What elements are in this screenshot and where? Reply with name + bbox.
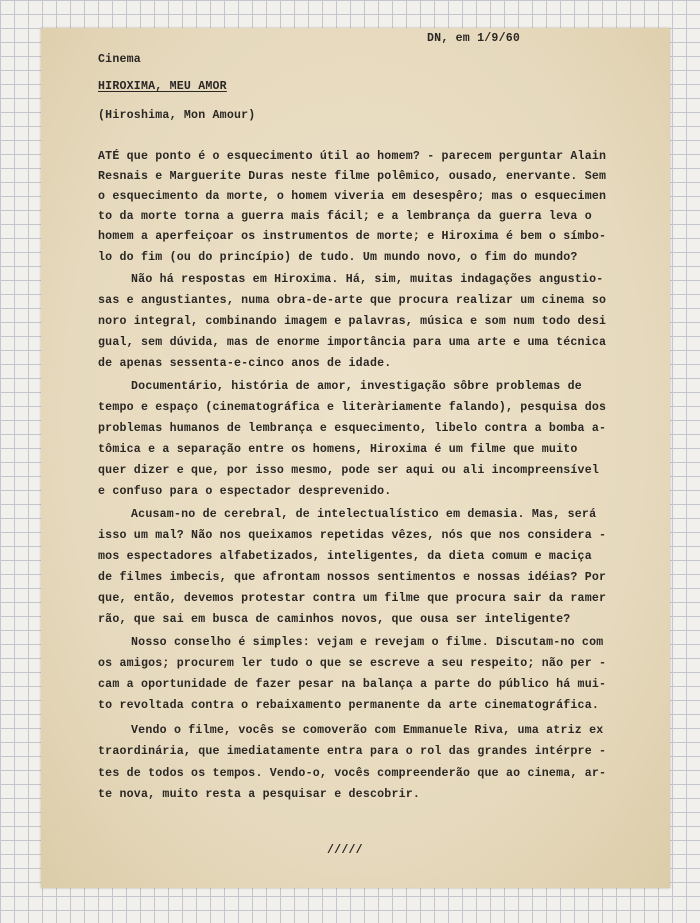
body-line: o esquecimento da morte, o homem viveria em desespêro; mas o esquecimen: [98, 190, 607, 203]
body-line: Vendo o filme, vocês se comoverão com Emmanuele Riva, uma atriz ex: [131, 724, 604, 737]
body-line: de filmes imbecis, que afrontam nossos sentimentos e nossas idéias? Por: [98, 571, 607, 584]
body-line: te nova, muito resta a pesquisar e descobrir.: [98, 788, 421, 801]
body-line: mos espectadores alfabetizados, inteligentes, da dieta comum e maciça: [98, 550, 592, 563]
body-line: os amigos; procurem ler tudo o que se escreve a seu respeito; não per -: [98, 657, 607, 670]
body-line: que, então, devemos protestar contra um filme que procura sair da ramer: [98, 592, 607, 605]
end-mark: /////: [327, 844, 363, 857]
body-line: tômica e a separação entre os homens, Hiroxima é um filme que muito: [98, 443, 578, 456]
body-line: Resnais e Marguerite Duras neste filme polêmico, ousado, enervante. Sem: [98, 170, 607, 183]
body-line: lo do fim (ou do princípio) de tudo. Um mundo novo, o fim do mundo?: [98, 251, 578, 264]
body-line: homem a aperfeiçoar os instrumentos de morte; e Hiroxima é bem o símbo-: [98, 230, 607, 243]
body-line: to da morte torna a guerra mais fácil; e a lembrança da guerra leva o: [98, 210, 592, 223]
body-line: de apenas sessenta-e-cinco anos de idade.: [98, 357, 392, 370]
body-line: tempo e espaço (cinematográfica e literàriamente falando), pesquisa dos: [98, 401, 607, 414]
review-title: HIROXIMA, MEU AMOR: [98, 80, 227, 93]
body-line: quer dizer e que, por isso mesmo, pode ser aqui ou ali incompreensível: [98, 464, 600, 477]
body-line: gual, sem dúvida, mas de enorme importância para uma arte e uma técnica: [98, 336, 607, 349]
body-line: sas e angustiantes, numa obra-de-arte que procura realizar um cinema so: [98, 294, 607, 307]
body-line: tes de todos os tempos. Vendo-o, vocês compreenderão que ao cinema, ar-: [98, 767, 607, 780]
body-line: isso um mal? Não nos queixamos repetidas vêzes, nós que nos considera -: [98, 529, 607, 542]
body-line: noro integral, combinando imagem e palavras, música e som num todo desi: [98, 315, 607, 328]
body-line: rão, que sai em busca de caminhos novos, que ousa ser inteligente?: [98, 613, 571, 626]
body-line: e confuso para o espectador desprevenido.: [98, 485, 392, 498]
section-label: Cinema: [98, 53, 141, 66]
original-title: (Hiroshima, Mon Amour): [98, 109, 256, 122]
body-line: problemas humanos de lembrança e esquecimento, libelo contra a bomba a-: [98, 422, 607, 435]
body-line: cam a oportunidade de fazer pesar na balança a parte do público há mui-: [98, 678, 607, 691]
body-line: traordinária, que imediatamente entra para o rol das grandes intérpre -: [98, 745, 607, 758]
body-line: Não há respostas em Hiroxima. Há, sim, muitas indagações angustio-: [131, 273, 604, 286]
source-date: DN, em 1/9/60: [427, 32, 521, 45]
body-line: Acusam-no de cerebral, de intelectualístico em demasia. Mas, será: [131, 508, 597, 521]
body-line: Documentário, história de amor, investigação sôbre problemas de: [131, 380, 582, 393]
body-line: Nosso conselho é simples: vejam e revejam o filme. Discutam-no com: [131, 636, 604, 649]
typewritten-page: [41, 28, 670, 888]
body-line: to revoltada contra o rebaixamento permanente da arte cinematográfica.: [98, 699, 600, 712]
body-line: ATÉ que ponto é o esquecimento útil ao homem? - parecem perguntar Alain: [98, 150, 607, 163]
